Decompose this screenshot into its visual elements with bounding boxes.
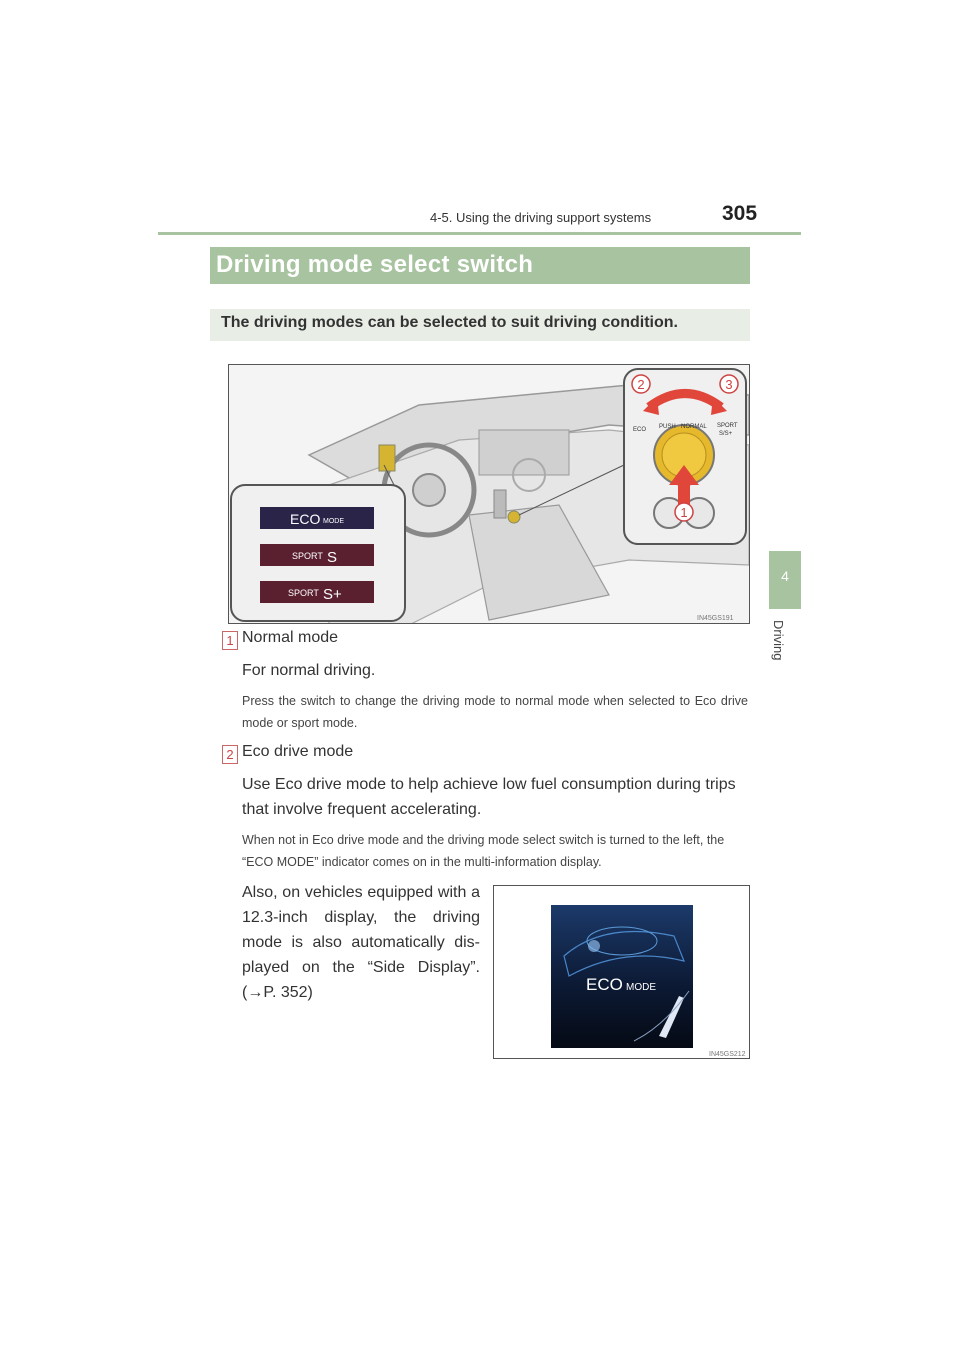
indicator-eco: ECO (290, 511, 321, 527)
dial-sport-label: SPORT (717, 423, 738, 429)
chapter-label: Driving (771, 620, 786, 661)
item-body-eco: Use Eco drive mode to help achieve low fuel consumption during trips that involve frequent accelerating. (242, 776, 736, 818)
indicator-eco-mode: MODE (323, 518, 344, 525)
intro-text: The driving modes can be selected to suit driving condition. (221, 314, 678, 331)
side-display-illustration (493, 885, 750, 1059)
dashboard-drawing (229, 365, 750, 624)
callout-2: 2 (637, 377, 645, 392)
dial-push-label: PUSH (659, 424, 676, 430)
intro-box (210, 309, 750, 341)
indicator-sport-s-label: SPORT (292, 551, 323, 561)
callout-3: 3 (725, 377, 733, 392)
dial-eco-label: ECO (633, 427, 647, 433)
item-note-eco: When not in Eco drive mode and the driving mode select switch is turned to the left, the “ECO MODE” indicator comes on in the multi-information display. (242, 833, 725, 869)
eco-display-mode: MODE (626, 982, 656, 993)
indicator-sport-splus: S+ (323, 586, 342, 603)
item-title-eco: Eco drive mode (242, 743, 354, 760)
dial-normal-label: NORMAL (681, 424, 707, 430)
side-display-drawing (494, 886, 751, 1060)
item-marker-2: 2 (222, 745, 238, 764)
dial-sport-sub-label: S/S+ (719, 431, 733, 437)
interior-illustration (228, 364, 750, 624)
figure-code: IN45GS191 (697, 615, 734, 622)
header-divider (158, 232, 801, 235)
item-marker-1: 1 (222, 631, 238, 650)
item-note-normal: Press the switch to change the driving mode to normal mode when selected to Eco drive mode or sport mode. (242, 694, 748, 730)
item-body-normal: For normal driving. (242, 662, 376, 679)
section-heading: 4-5. Using the driving support systems (430, 210, 652, 225)
page-number: 305 (722, 202, 758, 225)
item-title-normal: Normal mode (242, 629, 339, 646)
figure2-code: IN45GS212 (709, 1051, 746, 1058)
chapter-number: 4 (781, 568, 789, 584)
callout-1: 1 (680, 505, 688, 520)
indicator-sport-splus-label: SPORT (288, 588, 319, 598)
title-bar (210, 247, 750, 284)
page-title: Driving mode select switch (216, 251, 534, 278)
side-display-paragraph: Also, on vehicles equipped with a 12.3-inch display, the driving mode is also automatically dis-played on the “Side Display”. (→P. 352) (242, 884, 480, 1001)
eco-display-text: ECO (586, 975, 623, 994)
indicator-sport-s: S (327, 549, 338, 566)
